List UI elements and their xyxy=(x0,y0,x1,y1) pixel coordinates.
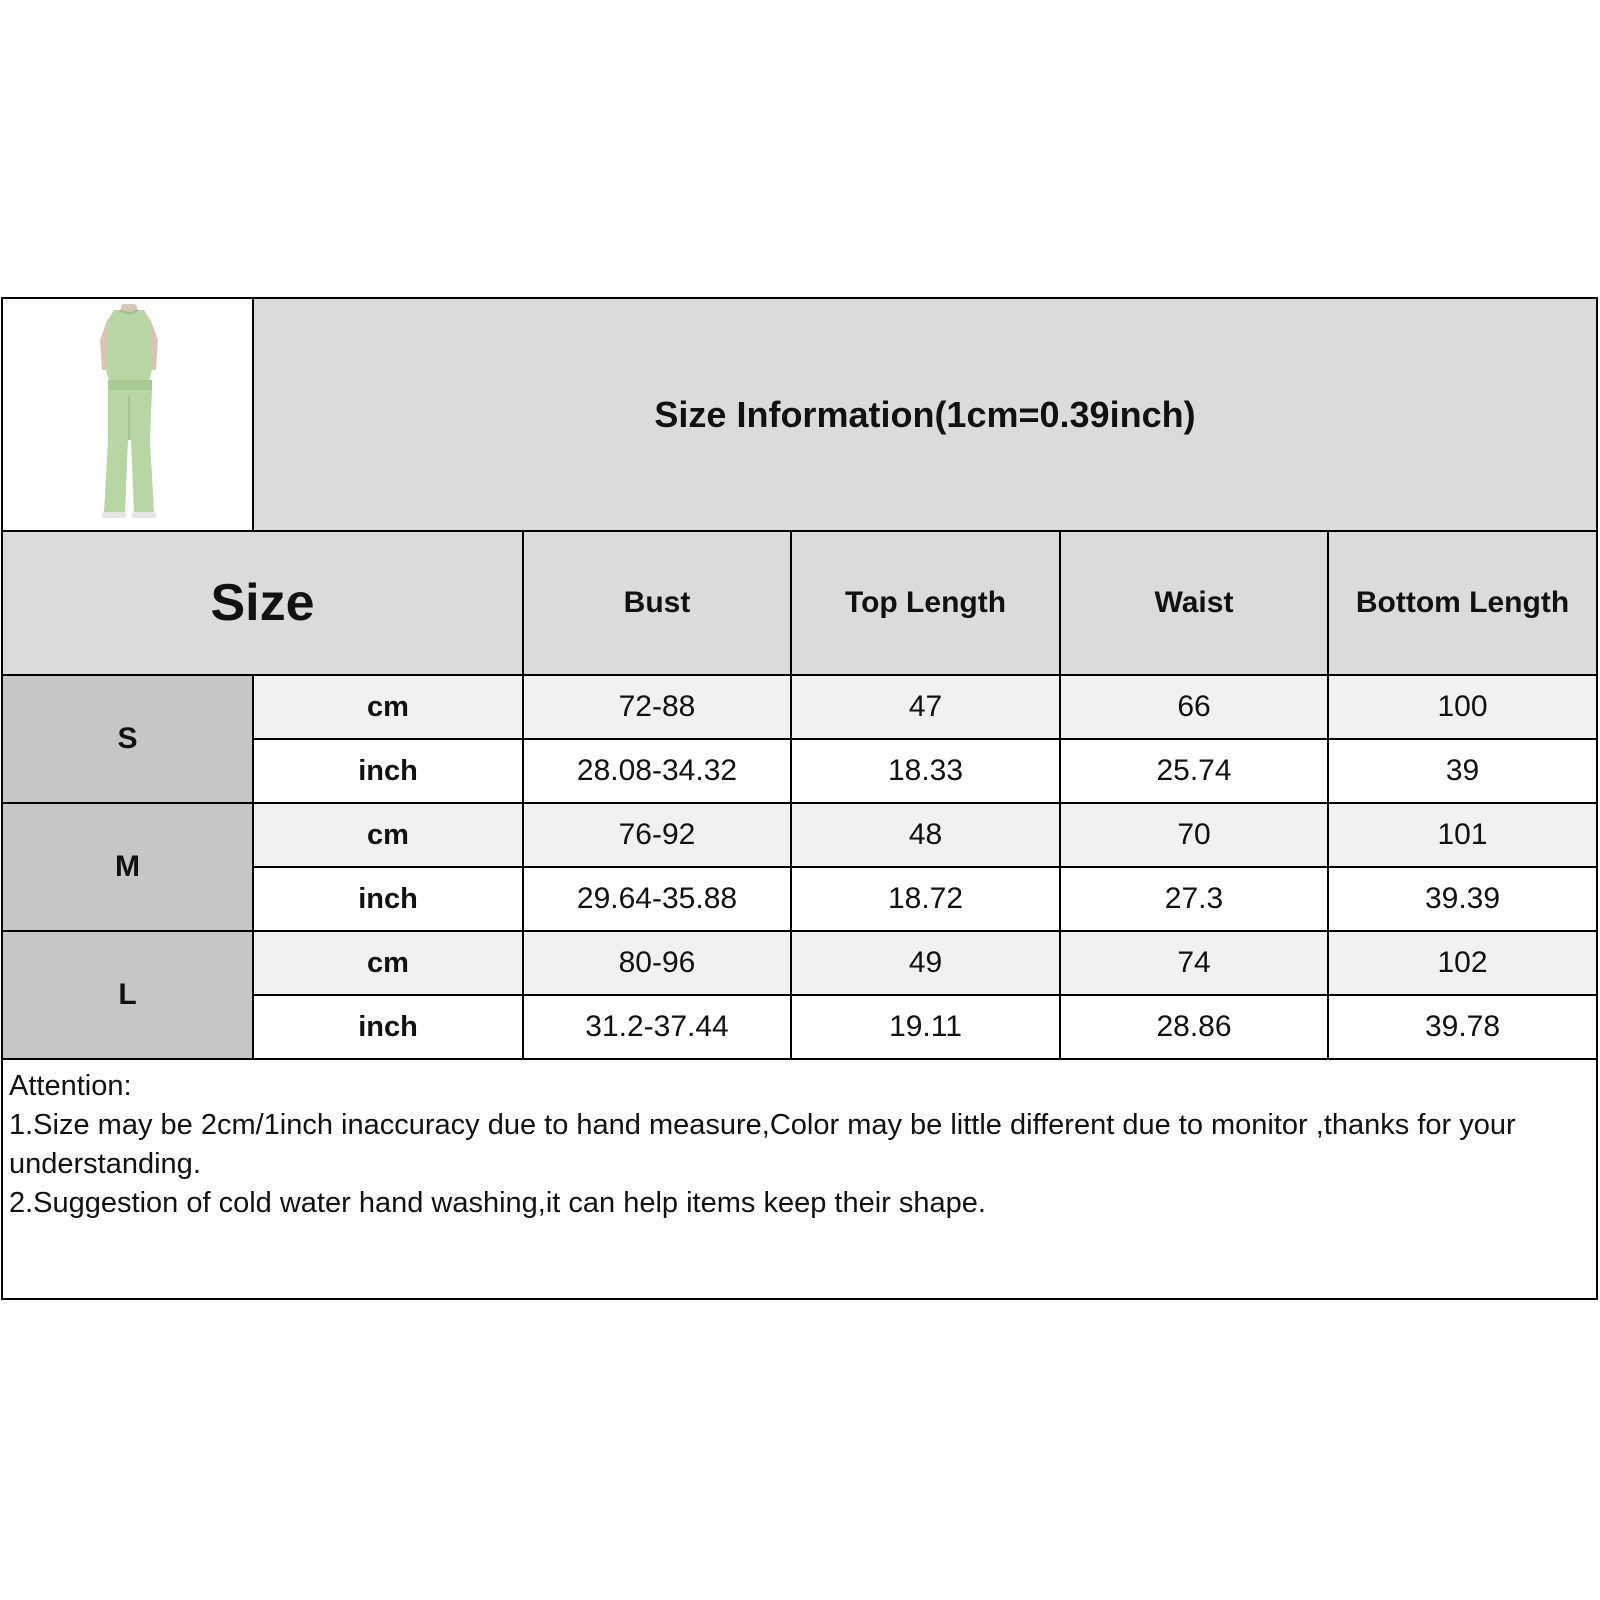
column-header-text: Waist xyxy=(1154,586,1234,619)
table-cell xyxy=(792,996,1061,1060)
table-cell xyxy=(1061,740,1329,804)
cell-value: 74 xyxy=(1177,946,1211,979)
table-cell xyxy=(792,676,1061,740)
cell-value: 39.78 xyxy=(1424,1010,1501,1043)
unit-cell-cm xyxy=(254,932,524,996)
chart-title-text: Size Information(1cm=0.39inch) xyxy=(654,393,1196,435)
table-cell xyxy=(524,804,792,868)
table-cell xyxy=(524,740,792,804)
size-label-m xyxy=(3,804,254,932)
notes-heading: Attention: xyxy=(9,1070,132,1102)
size-label-s xyxy=(3,676,254,804)
cell-value: 39 xyxy=(1445,754,1480,787)
table-cell xyxy=(1329,740,1598,804)
column-header-waist xyxy=(1061,532,1329,676)
notes-line-1: 1.Size may be 2cm/1inch inaccuracy due to hand measure,Color may be little different due to monitor ,thanks for your understanding. xyxy=(9,1109,1516,1180)
table-cell xyxy=(524,868,792,932)
cell-value: 80-96 xyxy=(618,946,696,979)
table-cell xyxy=(792,740,1061,804)
product-outfit-image xyxy=(8,300,248,529)
table-cell xyxy=(524,676,792,740)
column-header-bust xyxy=(524,532,792,676)
cell-value: 102 xyxy=(1437,946,1488,979)
cell-value: 27.3 xyxy=(1164,882,1224,915)
cell-value: 66 xyxy=(1177,690,1211,723)
cell-value: 101 xyxy=(1437,818,1488,851)
table-cell xyxy=(524,996,792,1060)
cell-value: 47 xyxy=(908,690,943,723)
unit-cell-inch xyxy=(254,740,524,804)
column-header-text: Top Length xyxy=(844,586,1007,619)
table-cell xyxy=(792,804,1061,868)
table-cell xyxy=(1061,996,1329,1060)
table-cell xyxy=(1061,932,1329,996)
cell-value: 76-92 xyxy=(618,818,696,851)
cell-value: 29.64-35.88 xyxy=(576,882,738,915)
cell-value: 70 xyxy=(1177,818,1211,851)
column-header-bottom-length xyxy=(1329,532,1598,676)
size-label-text: M xyxy=(115,850,140,883)
unit-cell-inch xyxy=(254,868,524,932)
table-cell xyxy=(1061,804,1329,868)
size-label-l xyxy=(3,932,254,1060)
unit-text: cm xyxy=(367,690,409,723)
table-cell xyxy=(1061,868,1329,932)
table-cell xyxy=(792,932,1061,996)
table-cell xyxy=(1329,932,1598,996)
unit-text: cm xyxy=(367,946,409,979)
size-label-text: S xyxy=(117,722,138,755)
cell-value: 25.74 xyxy=(1156,754,1232,787)
notes-line-2: 2.Suggestion of cold water hand washing,it can help items keep their shape. xyxy=(9,1187,986,1219)
cell-value: 72-88 xyxy=(618,690,696,723)
column-header-text: Bust xyxy=(623,586,691,619)
unit-text: cm xyxy=(367,818,409,851)
table-cell xyxy=(1329,996,1598,1060)
cell-value: 28.08-34.32 xyxy=(576,754,738,787)
table-cell xyxy=(792,868,1061,932)
cell-value: 18.72 xyxy=(887,882,964,915)
size-label-text: L xyxy=(118,978,137,1011)
product-photo xyxy=(3,299,254,532)
column-header-top-length xyxy=(792,532,1061,676)
table-cell xyxy=(1329,868,1598,932)
cell-value: 28.86 xyxy=(1156,1010,1232,1043)
table-cell xyxy=(1329,676,1598,740)
attention-notes xyxy=(3,1063,1596,1227)
size-chart xyxy=(1,297,1598,1300)
chart-title xyxy=(254,299,1598,532)
cell-value: 48 xyxy=(908,818,943,851)
unit-cell-cm xyxy=(254,804,524,868)
unit-text: inch xyxy=(358,882,418,915)
cell-value: 100 xyxy=(1437,690,1488,723)
cell-value: 19.11 xyxy=(889,1010,962,1043)
cell-value: 31.2-37.44 xyxy=(585,1010,729,1043)
unit-text: inch xyxy=(358,1010,418,1043)
table-cell xyxy=(524,932,792,996)
table-cell xyxy=(1061,676,1329,740)
unit-cell-inch xyxy=(254,996,524,1060)
unit-text: inch xyxy=(358,754,418,787)
size-column-header xyxy=(3,532,524,676)
cell-value: 49 xyxy=(908,946,943,979)
size-header-text: Size xyxy=(210,574,315,632)
cell-value: 18.33 xyxy=(887,754,964,787)
table-cell xyxy=(1329,804,1598,868)
unit-cell-cm xyxy=(254,676,524,740)
column-header-text: Bottom Length xyxy=(1355,586,1570,619)
cell-value: 39.39 xyxy=(1424,882,1501,915)
